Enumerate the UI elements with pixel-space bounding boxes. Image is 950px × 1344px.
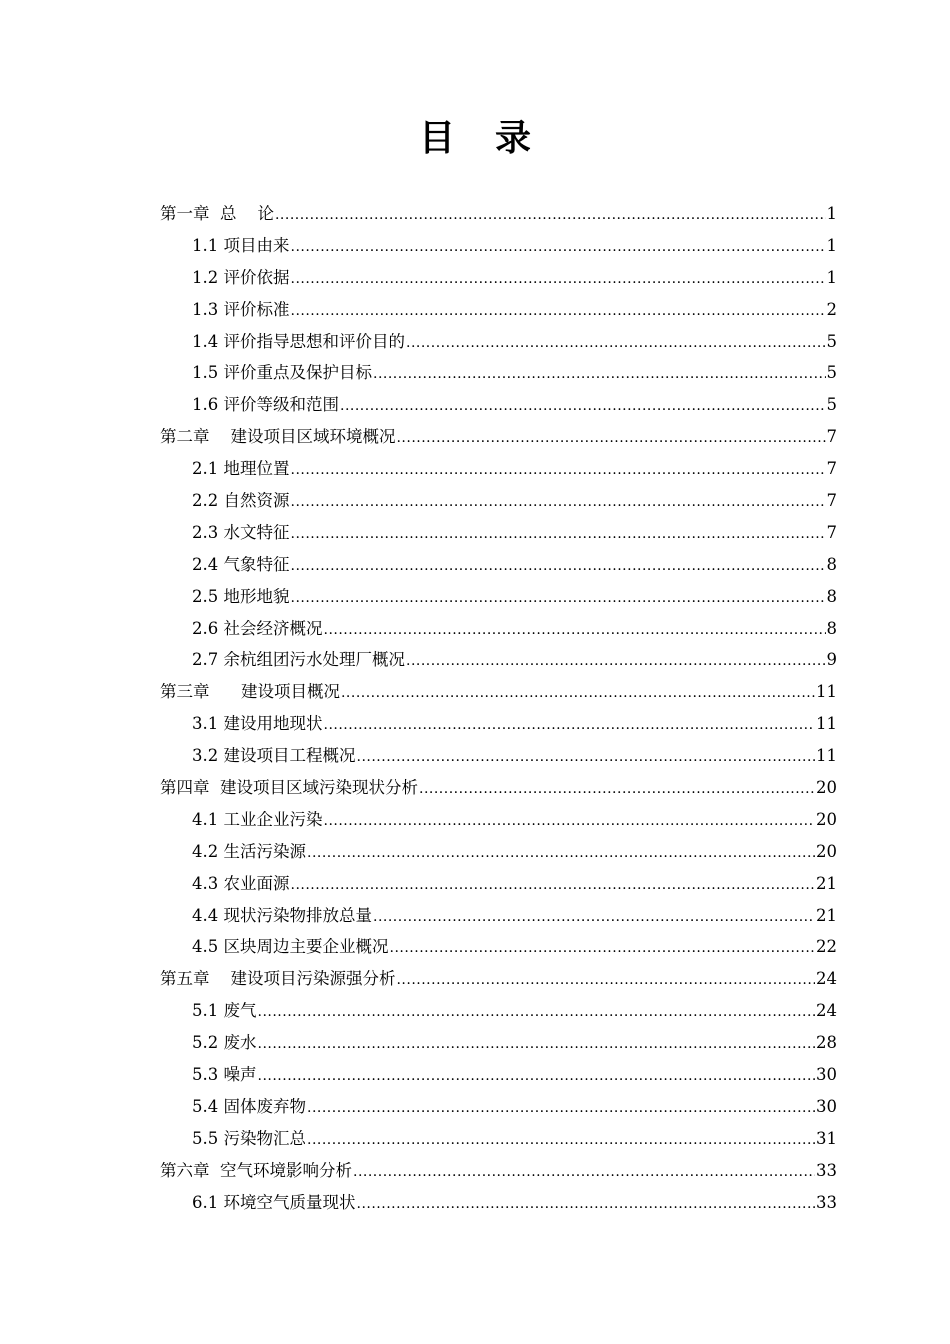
toc-page-number: 7 xyxy=(826,522,837,542)
toc-entry-label: 第四章 建设项目区域污染现状分析 xyxy=(160,778,418,798)
toc-page-number: 24 xyxy=(816,969,837,989)
toc-section-entry[interactable] xyxy=(160,453,837,485)
toc-section-entry[interactable] xyxy=(160,644,837,676)
toc-dot-leader xyxy=(357,742,816,774)
toc-dot-leader xyxy=(291,232,826,264)
toc-section-entry[interactable] xyxy=(160,1187,837,1219)
toc-dot-leader xyxy=(357,1189,816,1221)
toc-page-number: 1 xyxy=(826,267,837,287)
toc-page-number: 30 xyxy=(816,1065,837,1085)
toc-section-entry[interactable] xyxy=(160,357,837,389)
toc-entry-label: 3.1 建设用地现状 xyxy=(192,714,323,734)
toc-page-number: 30 xyxy=(816,1096,837,1116)
toc-section-entry[interactable] xyxy=(160,931,837,963)
toc-entry-label: 1.3 评价标准 xyxy=(192,299,290,319)
toc-dot-leader xyxy=(396,965,815,997)
toc-page-number: 2 xyxy=(826,299,837,319)
toc-entry-label: 1.4 评价指导思想和评价目的 xyxy=(192,331,405,351)
toc-page-number: 11 xyxy=(816,714,837,734)
toc-entry-label: 1.5 评价重点及保护目标 xyxy=(192,363,372,383)
toc-dot-leader xyxy=(419,774,815,806)
toc-dot-leader xyxy=(291,583,826,615)
toc-dot-leader xyxy=(307,838,815,870)
toc-dot-leader xyxy=(324,710,816,742)
toc-entry-label: 5.1 废气 xyxy=(192,1001,257,1021)
toc-dot-leader xyxy=(258,1029,816,1061)
toc-entry-label: 2.7 余杭组团污水处理厂概况 xyxy=(192,650,405,670)
toc-entry-label: 第五章 建设项目污染源强分析 xyxy=(160,969,396,989)
toc-entry-label: 1.6 评价等级和范围 xyxy=(192,395,339,415)
toc-page-number: 33 xyxy=(816,1160,837,1180)
toc-entry-label: 6.1 环境空气质量现状 xyxy=(192,1192,356,1212)
toc-dot-leader xyxy=(291,296,826,328)
toc-page-number: 21 xyxy=(816,873,837,893)
toc-dot-leader xyxy=(340,391,826,423)
toc-section-entry[interactable] xyxy=(160,485,837,517)
toc-dot-leader xyxy=(291,519,826,551)
toc-page-number: 8 xyxy=(826,554,837,574)
toc-page-number: 7 xyxy=(826,459,837,479)
toc-chapter-entry[interactable] xyxy=(160,198,837,230)
toc-section-entry[interactable] xyxy=(160,708,837,740)
toc-page-number: 5 xyxy=(826,331,837,351)
toc-page-number: 20 xyxy=(816,809,837,829)
toc-page-number: 8 xyxy=(826,586,837,606)
toc-entry-label: 5.5 污染物汇总 xyxy=(192,1128,306,1148)
toc-section-entry[interactable] xyxy=(160,517,837,549)
toc-entry-label: 4.1 工业企业污染 xyxy=(192,809,323,829)
toc-page-number: 24 xyxy=(816,1001,837,1021)
toc-page-number: 28 xyxy=(816,1033,837,1053)
toc-entry-label: 2.2 自然资源 xyxy=(192,491,290,511)
toc-dot-leader xyxy=(406,646,826,678)
toc-entry-label: 2.3 水文特征 xyxy=(192,522,290,542)
toc-dot-leader xyxy=(307,1093,815,1125)
toc-section-entry[interactable] xyxy=(160,549,837,581)
toc-dot-leader xyxy=(373,359,826,391)
toc-page-number: 22 xyxy=(816,937,837,957)
toc-entry-label: 5.3 噪声 xyxy=(192,1065,257,1085)
toc-page-number: 8 xyxy=(826,618,837,638)
toc-section-entry[interactable] xyxy=(160,1123,837,1155)
toc-page-number: 5 xyxy=(826,395,837,415)
toc-page-number: 21 xyxy=(816,905,837,925)
toc-dot-leader xyxy=(258,1061,816,1093)
toc-page-number: 1 xyxy=(826,235,837,255)
toc-entry-label: 5.4 固体废弃物 xyxy=(192,1096,306,1116)
toc-entry-label: 1.2 评价依据 xyxy=(192,267,290,287)
toc-entry-label: 1.1 项目由来 xyxy=(192,235,290,255)
toc-dot-leader xyxy=(396,423,825,455)
toc-page-number: 5 xyxy=(826,363,837,383)
toc-entry-label: 2.5 地形地貌 xyxy=(192,586,290,606)
toc-section-entry[interactable] xyxy=(160,262,837,294)
toc-entry-label: 3.2 建设项目工程概况 xyxy=(192,746,356,766)
toc-section-entry[interactable] xyxy=(160,1027,837,1059)
toc-page-number: 7 xyxy=(826,427,837,447)
toc-dot-leader xyxy=(324,615,826,647)
page-title: 目录 xyxy=(418,117,571,159)
toc-dot-leader xyxy=(324,806,816,838)
toc-section-entry[interactable] xyxy=(160,1091,837,1123)
toc-section-entry[interactable] xyxy=(160,804,837,836)
toc-entry-label: 第二章 建设项目区域环境概况 xyxy=(160,427,396,447)
toc-chapter-entry[interactable] xyxy=(160,963,837,995)
toc-dot-leader xyxy=(291,551,826,583)
toc-entry-label: 4.4 现状污染物排放总量 xyxy=(192,905,372,925)
toc-dot-leader xyxy=(353,1157,815,1189)
toc-dot-leader xyxy=(341,678,815,710)
toc-chapter-entry[interactable] xyxy=(160,772,837,804)
toc-dot-leader xyxy=(406,328,826,360)
toc-section-entry[interactable] xyxy=(160,995,837,1027)
toc-section-entry[interactable] xyxy=(160,740,837,772)
toc-entry-label: 第一章 总 论 xyxy=(160,204,274,223)
toc-dot-leader xyxy=(291,487,826,519)
toc-dot-leader xyxy=(291,455,826,487)
toc-chapter-entry[interactable] xyxy=(160,676,837,708)
toc-entry-label: 4.2 生活污染源 xyxy=(192,841,306,861)
toc-entry-label: 4.3 农业面源 xyxy=(192,873,290,893)
toc-dot-leader xyxy=(291,264,826,296)
toc-page-number: 7 xyxy=(826,491,837,511)
toc-dot-leader xyxy=(373,902,815,934)
toc-page-number: 11 xyxy=(816,682,837,702)
toc-entry-label: 2.6 社会经济概况 xyxy=(192,618,323,638)
toc-section-entry[interactable] xyxy=(160,294,837,326)
toc-section-entry[interactable] xyxy=(160,1059,837,1091)
toc-entry-label: 4.5 区块周边主要企业概况 xyxy=(192,937,389,957)
toc-page-number: 31 xyxy=(816,1128,837,1148)
toc-section-entry[interactable] xyxy=(160,326,837,358)
toc-dot-leader xyxy=(291,870,816,902)
toc-page-number: 33 xyxy=(816,1192,837,1212)
toc-section-entry[interactable] xyxy=(160,868,837,900)
toc-dot-leader xyxy=(275,200,826,232)
toc-page-number: 20 xyxy=(816,841,837,861)
toc-dot-leader xyxy=(390,933,816,965)
toc-page-number: 11 xyxy=(816,746,837,766)
toc-chapter-entry[interactable] xyxy=(160,421,837,453)
toc-entry-label: 2.1 地理位置 xyxy=(192,459,290,479)
toc-section-entry[interactable] xyxy=(160,900,837,932)
toc-dot-leader xyxy=(258,997,816,1029)
toc-entry-label: 第三章 建设项目概况 xyxy=(160,682,340,702)
toc-entry-label: 2.4 气象特征 xyxy=(192,554,290,574)
toc-page-number: 9 xyxy=(826,650,837,670)
toc-dot-leader xyxy=(307,1125,815,1157)
table-of-contents xyxy=(160,198,837,1219)
toc-section-entry[interactable] xyxy=(160,581,837,613)
toc-entry-label: 第六章 空气环境影响分析 xyxy=(160,1160,352,1180)
toc-section-entry[interactable] xyxy=(160,836,837,868)
toc-section-entry[interactable] xyxy=(160,613,837,645)
toc-page-number: 1 xyxy=(826,204,837,223)
toc-chapter-entry[interactable] xyxy=(160,1155,837,1187)
toc-section-entry[interactable] xyxy=(160,389,837,421)
toc-entry-label: 5.2 废水 xyxy=(192,1033,257,1053)
toc-section-entry[interactable] xyxy=(160,230,837,262)
toc-page-number: 20 xyxy=(816,778,837,798)
